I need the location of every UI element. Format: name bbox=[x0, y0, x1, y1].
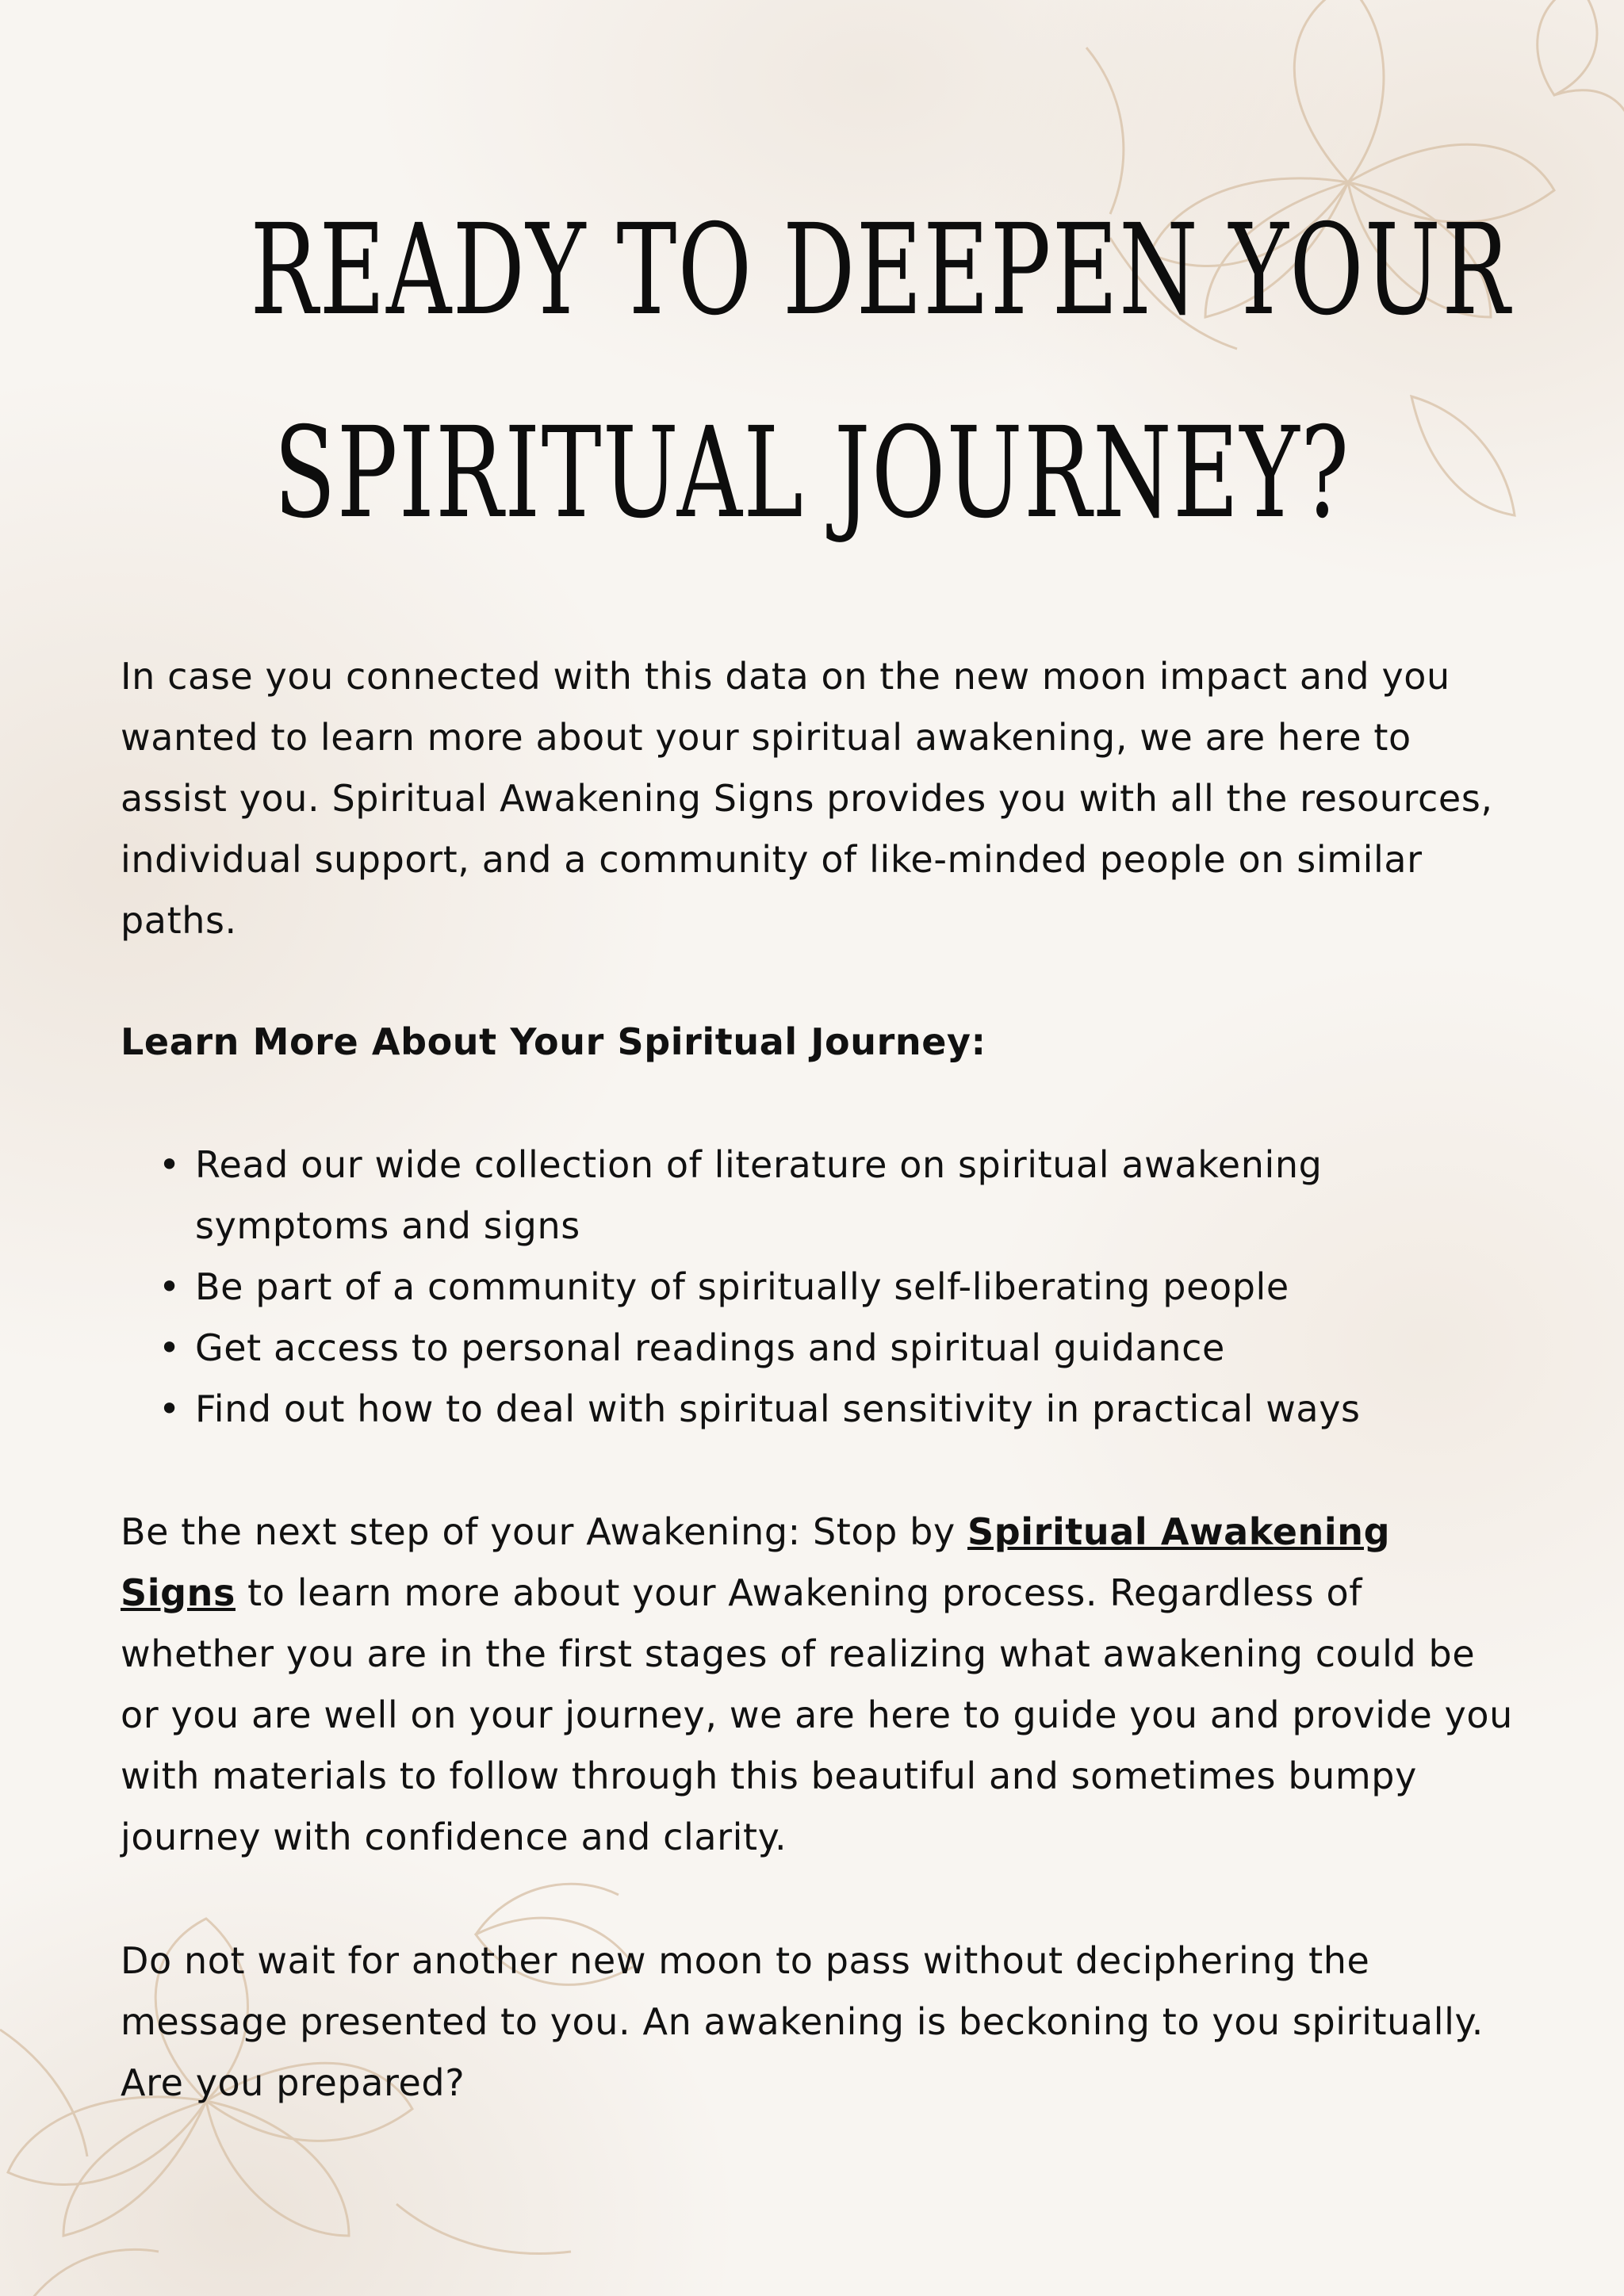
closing-paragraph: Do not wait for another new moon to pass without deciphering the message presented to you. An awakening is beckoning to you spiritually. Are you prepared? bbox=[121, 1939, 1484, 2104]
page-title-line-2: SPIRITUAL JOURNEY? bbox=[274, 400, 1350, 546]
learn-more-heading: Learn More About Your Spiritual Journey: bbox=[121, 1020, 986, 1063]
bullet-icon: • bbox=[159, 1265, 181, 1308]
list-item-text: Find out how to deal with spiritual sensitivity in practical ways bbox=[195, 1387, 1361, 1430]
list-item bbox=[159, 1257, 1507, 1318]
list-item bbox=[159, 1135, 1507, 1257]
list-item-text: Be part of a community of spiritually self-liberating people bbox=[195, 1265, 1289, 1308]
list-item bbox=[159, 1379, 1507, 1440]
learn-more-list bbox=[159, 1135, 1507, 1440]
list-item-text: Get access to personal readings and spiritual guidance bbox=[195, 1326, 1225, 1369]
page-title-line-1: READY TO DEEPEN YOUR bbox=[250, 197, 1511, 343]
next-step-text-after: to learn more about your Awakening process. Regardless of whether you are in the first stages of realizing what awakening could be or you are well on your journey, we are here to guide you and provide you with materials to follow through this beautiful and sometimes bumpy journey with confidence and clarity. bbox=[121, 1571, 1513, 1858]
list-item bbox=[159, 1318, 1507, 1379]
next-step-paragraph bbox=[121, 1502, 1516, 1868]
bullet-icon: • bbox=[159, 1326, 181, 1369]
intro-paragraph: In case you connected with this data on the new moon impact and you wanted to learn more about your spiritual awakening, we are here to assist you. Spiritual Awakening Signs provides you with all the resources, individual support, and a community of like-minded people on similar paths. bbox=[121, 655, 1493, 942]
bullet-icon: • bbox=[159, 1387, 181, 1430]
bullet-icon: • bbox=[159, 1143, 181, 1186]
list-item-text: Read our wide collection of literature on spiritual awakening symptoms and signs bbox=[195, 1143, 1323, 1247]
next-step-text-before: Be the next step of your Awakening: Stop by bbox=[121, 1510, 968, 1553]
spiritual-awakening-signs-link[interactable]: Spiritual Awakening Signs bbox=[121, 1510, 1391, 1614]
